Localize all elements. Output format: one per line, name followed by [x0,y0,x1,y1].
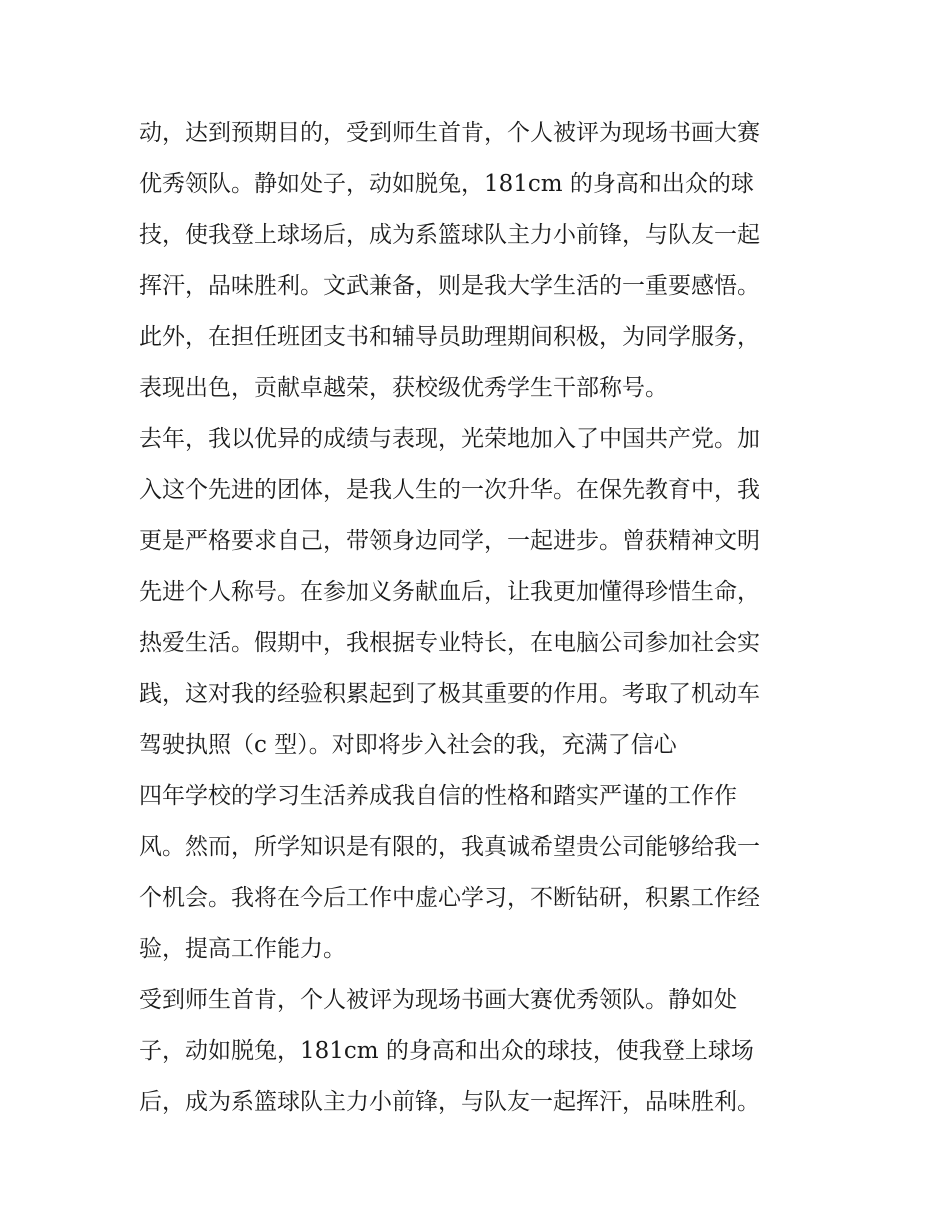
text-line: 此外，在担任班团支书和辅导员助理期间积极，为同学服务， [139,324,760,350]
text-line: 风。然而，所学知识是有限的，我真诚希望贵公司能够给我一 [139,834,760,860]
text-line: 去年，我以优异的成绩与表现，光荣地加入了中国共产党。加 [139,426,760,452]
text-line: 更是严格要求自己，带领身边同学，一起进步。曾获精神文明 [139,528,760,554]
text-line: 动，达到预期目的，受到师生首肯，个人被评为现场书画大赛 [139,120,760,146]
text-line: 践，这对我的经验积累起到了极其重要的作用。考取了机动车 [139,681,760,707]
text-line: 个机会。我将在今后工作中虚心学习，不断钻研，积累工作经 [139,885,760,911]
text-line: 四年学校的学习生活养成我自信的性格和踏实严谨的工作作 [139,783,737,809]
text-line: 表现出色，贡献卓越荣，获校级优秀学生干部称号。 [139,375,668,401]
text-line: 挥汗，品味胜利。文武兼备，则是我大学生活的一重要感悟。 [139,273,760,299]
document-body [139,108,819,1128]
text-line: 入这个先进的团体，是我人生的一次升华。在保先教育中，我 [139,477,760,503]
text-line: 驾驶执照（c 型）。对即将步入社会的我，充满了信心 [139,732,677,758]
text-line: 子，动如脱兔，181cm 的身高和出众的球技，使我登上球场 [139,1038,754,1064]
text-line: 热爱生活。假期中，我根据专业特长，在电脑公司参加社会实 [139,630,760,656]
text-line: 后，成为系篮球队主力小前锋，与队友一起挥汗，品味胜利。 [139,1089,760,1115]
text-line: 技，使我登上球场后，成为系篮球队主力小前锋，与队友一起 [139,222,760,248]
text-line: 优秀领队。静如处子，动如脱兔，181cm 的身高和出众的球 [139,171,754,197]
text-line: 受到师生首肯，个人被评为现场书画大赛优秀领队。静如处 [139,987,737,1013]
text-line: 验，提高工作能力。 [139,936,346,962]
text-line: 先进个人称号。在参加义务献血后，让我更加懂得珍惜生命， [139,579,760,605]
